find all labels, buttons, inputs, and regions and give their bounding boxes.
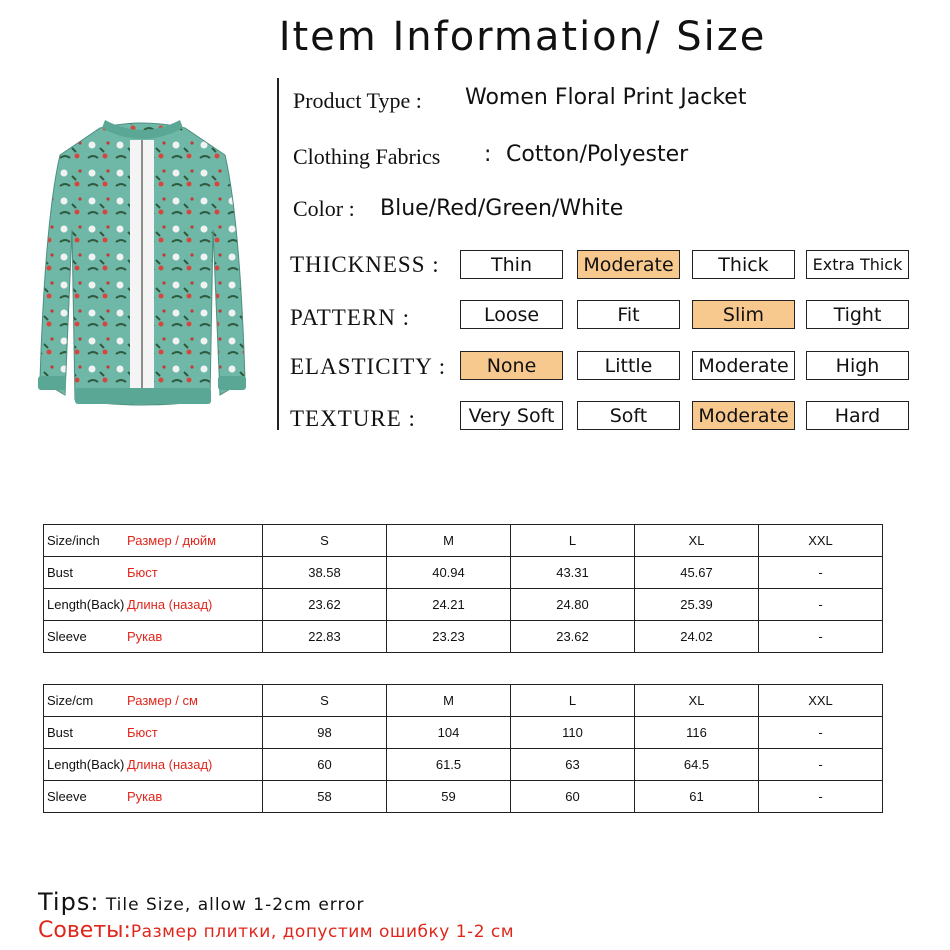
attr-option: Thin — [460, 250, 563, 279]
label-ru: Бюст — [127, 565, 158, 580]
label-en: Length(Back) — [47, 597, 125, 612]
attr-option: Little — [577, 351, 680, 380]
table-cell: 61 — [635, 781, 759, 813]
row-label — [44, 717, 263, 749]
label-ru: Рукав — [127, 629, 163, 644]
attr-option: Thick — [692, 250, 795, 279]
size-header-cell: XL — [635, 525, 759, 557]
attr-option: None — [460, 351, 563, 380]
size-table-inch — [43, 524, 883, 653]
table-cell: - — [759, 557, 883, 589]
table-cell: - — [759, 589, 883, 621]
table-cell: 104 — [387, 717, 511, 749]
table-cell: - — [759, 781, 883, 813]
table-cell: 45.67 — [635, 557, 759, 589]
size-header-cell: L — [511, 525, 635, 557]
row-label — [44, 589, 263, 621]
product-type-value: Women Floral Print Jacket — [465, 85, 747, 110]
table-cell: 60 — [511, 781, 635, 813]
table-row — [44, 557, 883, 589]
table-row — [44, 749, 883, 781]
attr-label: PATTERN : — [290, 305, 410, 330]
table-cell: - — [759, 749, 883, 781]
row-label — [44, 621, 263, 653]
table-cell: 23.23 — [387, 621, 511, 653]
page-title: Item Information/ Size — [278, 14, 767, 60]
table-cell: 43.31 — [511, 557, 635, 589]
table-cell: - — [759, 717, 883, 749]
size-header-cell: XXL — [759, 685, 883, 717]
size-header-cell: XXL — [759, 525, 883, 557]
attr-label: ELASTICITY : — [290, 354, 447, 379]
table-cell: 116 — [635, 717, 759, 749]
label-ru: Длина (назад) — [127, 757, 213, 772]
size-header-cell: L — [511, 685, 635, 717]
jacket-image — [30, 110, 255, 415]
tips-ru-line — [38, 918, 514, 943]
label-ru: Рукав — [127, 789, 163, 804]
label-ru: Размер / см — [127, 693, 198, 708]
row-label — [44, 557, 263, 589]
tips-line — [38, 888, 365, 916]
label-en: Sleeve — [47, 629, 87, 644]
attr-option: Fit — [577, 300, 680, 329]
table-cell: 24.80 — [511, 589, 635, 621]
row-label — [44, 781, 263, 813]
table-row — [44, 717, 883, 749]
size-table-cm — [43, 684, 883, 813]
label-en: Size/cm — [47, 693, 94, 708]
table-cell: 98 — [263, 717, 387, 749]
attr-option: Moderate — [577, 250, 680, 279]
color-value: Blue/Red/Green/White — [380, 196, 624, 221]
attr-option: Very Soft — [460, 401, 563, 430]
attr-option: Hard — [806, 401, 909, 430]
table-header-row — [44, 685, 883, 717]
tips-ru-text: Размер плитки, допустим ошибку 1-2 см — [130, 922, 515, 942]
row-label — [44, 525, 263, 557]
fabrics-separator: : — [484, 142, 492, 167]
label-ru: Размер / дюйм — [127, 533, 217, 548]
attr-option: Loose — [460, 300, 563, 329]
table-cell: 110 — [511, 717, 635, 749]
attr-option: Extra Thick — [806, 250, 909, 279]
tips-label: Tips: — [38, 888, 100, 916]
attr-option: Slim — [692, 300, 795, 329]
size-header-cell: S — [263, 685, 387, 717]
table-row — [44, 621, 883, 653]
row-label — [44, 685, 263, 717]
label-en: Bust — [47, 565, 74, 580]
table-row — [44, 589, 883, 621]
table-cell: 23.62 — [263, 589, 387, 621]
attr-option: Moderate — [692, 351, 795, 380]
product-type-label: Product Type : — [293, 88, 422, 113]
table-cell: 60 — [263, 749, 387, 781]
divider-line — [277, 78, 279, 430]
attr-option: Moderate — [692, 401, 795, 430]
attr-label: THICKNESS : — [290, 252, 440, 277]
attr-option: Soft — [577, 401, 680, 430]
label-en: Size/inch — [47, 533, 100, 548]
row-label — [44, 749, 263, 781]
table-cell: 58 — [263, 781, 387, 813]
table-cell: 22.83 — [263, 621, 387, 653]
table-row — [44, 781, 883, 813]
table-cell: 23.62 — [511, 621, 635, 653]
attr-option: Tight — [806, 300, 909, 329]
color-label: Color : — [293, 196, 355, 221]
size-header-cell: XL — [635, 685, 759, 717]
size-header-cell: M — [387, 685, 511, 717]
label-ru: Бюст — [127, 725, 158, 740]
table-cell: 24.21 — [387, 589, 511, 621]
table-cell: 63 — [511, 749, 635, 781]
fabrics-label: Clothing Fabrics — [293, 144, 441, 169]
table-cell: 59 — [387, 781, 511, 813]
fabrics-value: Cotton/Polyester — [506, 142, 689, 167]
attr-option: High — [806, 351, 909, 380]
tips-ru-label: Советы: — [38, 918, 131, 943]
label-en: Bust — [47, 725, 74, 740]
table-header-row — [44, 525, 883, 557]
label-ru: Длина (назад) — [127, 597, 213, 612]
size-header-cell: S — [263, 525, 387, 557]
label-en: Sleeve — [47, 789, 87, 804]
table-cell: 40.94 — [387, 557, 511, 589]
table-cell: - — [759, 621, 883, 653]
table-cell: 64.5 — [635, 749, 759, 781]
attr-label: TEXTURE : — [290, 406, 416, 431]
table-cell: 38.58 — [263, 557, 387, 589]
table-cell: 61.5 — [387, 749, 511, 781]
tips-text: Tile Size, allow 1-2cm error — [99, 895, 365, 915]
table-cell: 24.02 — [635, 621, 759, 653]
label-en: Length(Back) — [47, 757, 125, 772]
table-cell: 25.39 — [635, 589, 759, 621]
size-header-cell: M — [387, 525, 511, 557]
